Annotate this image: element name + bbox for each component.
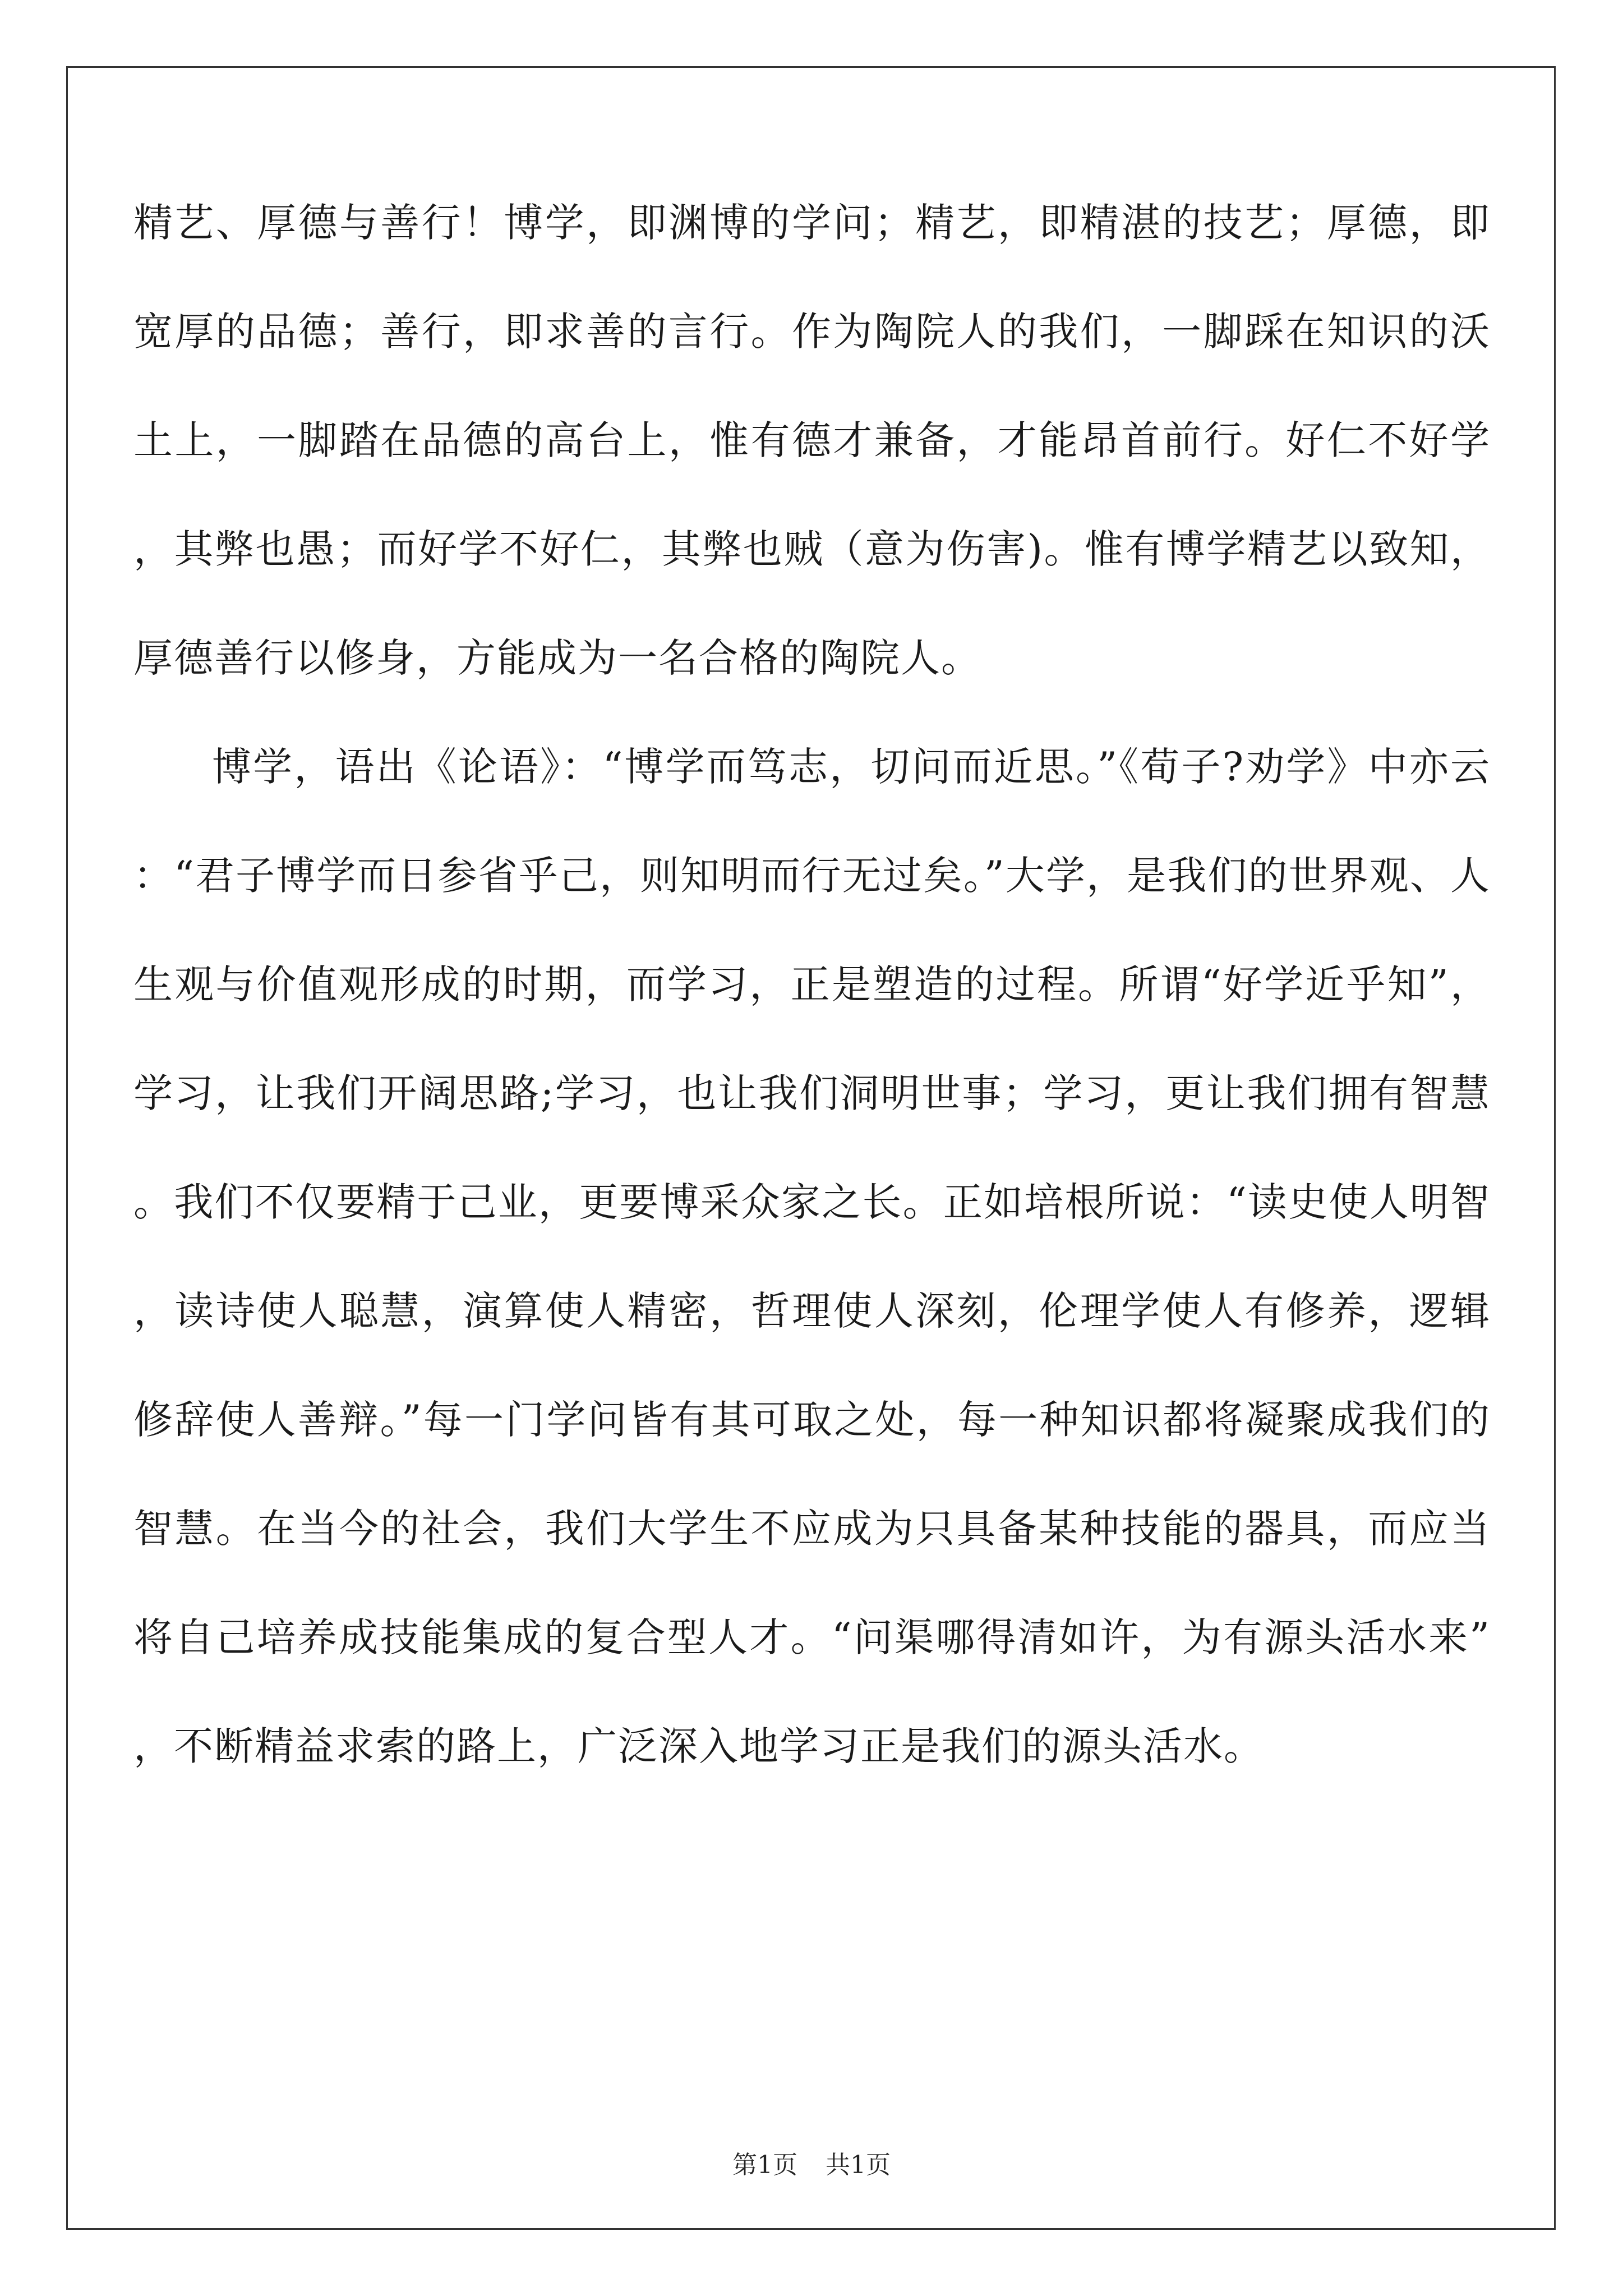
paragraph-2: 博学，语出《论语》：“博学而笃志，切问而近思。”《荀子?劝学》中亦云：“君子博学而日参省乎己，则知明而行无过矣。”大学，是我们的世界观、人生观与价值观形成的时期，而学习，正是塑造的过程。所谓“好学近乎知”，学习，让我们开阔思路;学习，也让我们洞明世事；学习，更让我们拥有智慧。我们不仅要精于己业，更要博采众家之长。正如培根所说：“读史使人明智，读诗使人聪慧，演算使人精密，哲理使人深刻，伦理学使人有修养，逻辑修辞使人善辩。”每一门学问皆有其可取之处，每一种知识都将凝聚成我们的智慧。在当今的社会，我们大学生不应成为只具备某种技能的器具，而应当将自己培养成技能集成的复合型人才。“问渠哪得清如许，为有源头活水来”，不断精益求索的路上，广泛深入地学习正是我们的源头活水。 (133, 744, 1491, 1769)
page-footer (0, 2148, 1623, 2182)
total-pages: 共1页 (826, 2151, 891, 2179)
paragraph-1: 精艺、厚德与善行！博学，即渊博的学问；精艺，即精湛的技艺；厚德，即宽厚的品德；善行，即求善的言行。作为陶院人的我们，一脚踩在知识的沃土上，一脚踏在品德的高台上，惟有德才兼备，才能昂首前行。好仁不好学，其弊也愚；而好学不好仁，其弊也贼（意为伤害)。惟有博学精艺以致知，厚德善行以修身，方能成为一名合格的陶院人。 (133, 200, 1491, 681)
document-body (133, 168, 1491, 1801)
page-number: 第1页 (732, 2151, 797, 2179)
